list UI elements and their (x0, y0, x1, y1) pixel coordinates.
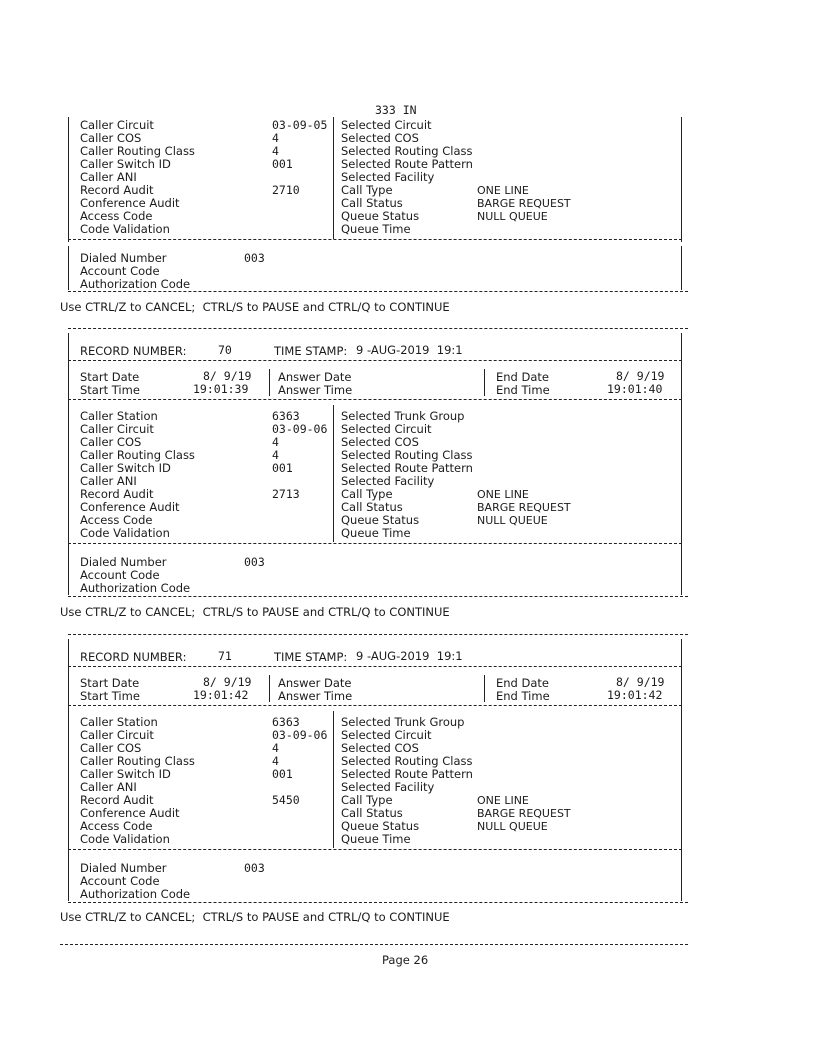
field-label: Call Status (341, 806, 403, 820)
field-label: Call Status (341, 196, 403, 210)
field-label: Caller Routing Class (80, 144, 195, 158)
field-label: Access Code (80, 513, 153, 527)
field-label: Record Audit (80, 183, 154, 197)
field-label: Call Type (341, 183, 393, 197)
field-label: Authorization Code (80, 887, 191, 901)
field-label: Account Code (80, 568, 160, 582)
divider (68, 291, 688, 292)
answer-time-label: Answer Time (278, 689, 353, 703)
column-divider (269, 369, 270, 396)
field-label: Caller Switch ID (80, 157, 171, 171)
record-number: 71 (218, 649, 232, 663)
column-divider (484, 675, 485, 702)
start-time-label: Start Time (80, 383, 140, 397)
field-label: Caller ANI (80, 780, 137, 794)
field-label: Caller Circuit (80, 422, 154, 436)
field-value: 2710 (272, 183, 300, 197)
field-label: Queue Time (341, 222, 411, 236)
field-label: Caller Circuit (80, 118, 154, 132)
field-label: Caller Routing Class (80, 448, 195, 462)
divider (68, 849, 682, 850)
start-time-label: Start Time (80, 689, 140, 703)
divider (68, 543, 682, 544)
field-value: 4 (272, 131, 279, 145)
field-value: NULL QUEUE (477, 210, 548, 223)
field-label: Queue Status (341, 819, 420, 833)
field-value: 6363 (272, 715, 300, 729)
field-value: 4 (272, 435, 279, 449)
field-label: Caller Routing Class (80, 754, 195, 768)
divider (68, 666, 682, 667)
field-value: 003 (244, 251, 265, 265)
field-value: 4 (272, 144, 279, 158)
field-label: Conference Audit (80, 500, 180, 514)
right-border (681, 333, 682, 595)
timestamp-label: TIME STAMP: (274, 650, 348, 664)
field-label: Caller Station (80, 715, 158, 729)
end-date: 8/ 9/19 (616, 675, 665, 689)
field-label: Caller Switch ID (80, 767, 171, 781)
end-time-label: End Time (496, 689, 550, 703)
field-label: Code Validation (80, 526, 170, 540)
field-label: Code Validation (80, 222, 170, 236)
field-value: BARGE REQUEST (477, 197, 571, 210)
field-label: Dialed Number (80, 555, 167, 569)
field-label: Authorization Code (80, 581, 191, 595)
field-value: 4 (272, 754, 279, 768)
field-value: 003 (244, 555, 265, 569)
field-value: 5450 (272, 793, 300, 807)
record-number-label: RECORD NUMBER: (80, 650, 187, 664)
field-value: 03-09-06 (272, 422, 328, 436)
end-date-label: End Date (496, 676, 549, 690)
field-label: Authorization Code (80, 277, 191, 291)
field-value: 2713 (272, 487, 300, 501)
field-label: Selected Facility (341, 170, 435, 184)
field-label: Caller Switch ID (80, 461, 171, 475)
start-date-label: Start Date (80, 370, 140, 384)
start-time: 19:01:39 (193, 382, 249, 396)
field-label: Account Code (80, 874, 160, 888)
selected-trunk-value: 333 IN (375, 103, 417, 117)
field-label: Queue Status (341, 209, 420, 223)
field-label: Caller COS (80, 131, 142, 145)
field-label: Dialed Number (80, 861, 167, 875)
field-label: Selected COS (341, 435, 419, 449)
right-border (681, 246, 682, 290)
divider (68, 239, 682, 240)
field-label: Selected Facility (341, 780, 435, 794)
divider (68, 634, 688, 635)
start-date: 8/ 9/19 (203, 369, 252, 383)
start-date-label: Start Date (80, 676, 140, 690)
left-border (68, 246, 69, 290)
timestamp: 9 -AUG-2019 19:1 (356, 343, 463, 357)
field-label: Queue Status (341, 513, 420, 527)
field-label: Dialed Number (80, 251, 167, 265)
field-label: Conference Audit (80, 196, 180, 210)
field-label: Selected COS (341, 741, 419, 755)
column-divider (269, 675, 270, 702)
field-label: Caller COS (80, 741, 142, 755)
field-label: Call Type (341, 793, 393, 807)
field-label: Caller ANI (80, 170, 137, 184)
column-divider (484, 369, 485, 396)
field-label: Queue Time (341, 526, 411, 540)
end-time: 19:01:42 (607, 688, 663, 702)
key-prompt: Use CTRL/Z to CANCEL; CTRL/S to PAUSE and CTRL/Q to CONTINUE (60, 910, 450, 924)
field-value: NULL QUEUE (477, 514, 548, 527)
field-label: Record Audit (80, 793, 154, 807)
field-value: 6363 (272, 409, 300, 423)
column-divider (333, 405, 334, 542)
right-border (681, 639, 682, 901)
field-label: Selected Routing Class (341, 754, 473, 768)
field-label: Selected Route Pattern (341, 157, 473, 171)
field-label: Selected Route Pattern (341, 767, 473, 781)
key-prompt: Use CTRL/Z to CANCEL; CTRL/S to PAUSE and CTRL/Q to CONTINUE (60, 605, 450, 619)
field-label: Record Audit (80, 487, 154, 501)
field-label: Selected Facility (341, 474, 435, 488)
field-label: Selected Routing Class (341, 144, 473, 158)
timestamp: 9 -AUG-2019 19:1 (356, 649, 463, 663)
column-divider (333, 711, 334, 848)
field-label: Selected Trunk Group (341, 715, 465, 729)
field-label: Call Status (341, 500, 403, 514)
left-border (68, 639, 69, 901)
field-label: Queue Time (341, 832, 411, 846)
answer-time-label: Answer Time (278, 383, 353, 397)
end-date-label: End Date (496, 370, 549, 384)
field-label: Caller Station (80, 409, 158, 423)
field-value: 001 (272, 461, 293, 475)
left-border (68, 333, 69, 595)
field-label: Selected Circuit (341, 118, 432, 132)
field-value: 03-09-06 (272, 728, 328, 742)
field-label: Selected Routing Class (341, 448, 473, 462)
field-value: 003 (244, 861, 265, 875)
start-date: 8/ 9/19 (203, 675, 252, 689)
footer-divider (60, 944, 688, 945)
field-value: 4 (272, 741, 279, 755)
field-label: Code Validation (80, 832, 170, 846)
right-border (681, 117, 682, 242)
divider (68, 705, 682, 706)
field-label: Conference Audit (80, 806, 180, 820)
divider (68, 328, 688, 329)
field-value: 001 (272, 767, 293, 781)
timestamp-label: TIME STAMP: (274, 344, 348, 358)
field-label: Access Code (80, 819, 153, 833)
field-value: NULL QUEUE (477, 820, 548, 833)
field-value: ONE LINE (477, 794, 529, 807)
field-value: ONE LINE (477, 488, 529, 501)
field-label: Selected Route Pattern (341, 461, 473, 475)
field-value: 001 (272, 157, 293, 171)
field-value: BARGE REQUEST (477, 807, 571, 820)
key-prompt: Use CTRL/Z to CANCEL; CTRL/S to PAUSE and CTRL/Q to CONTINUE (60, 300, 450, 314)
field-value: 4 (272, 448, 279, 462)
field-label: Selected COS (341, 131, 419, 145)
field-label: Selected Trunk Group (341, 409, 465, 423)
field-label: Selected Circuit (341, 422, 432, 436)
divider (68, 399, 682, 400)
answer-date-label: Answer Date (278, 676, 352, 690)
field-label: Caller COS (80, 435, 142, 449)
field-value: ONE LINE (477, 184, 529, 197)
field-label: Caller ANI (80, 474, 137, 488)
answer-date-label: Answer Date (278, 370, 352, 384)
start-time: 19:01:42 (193, 688, 249, 702)
record-number-label: RECORD NUMBER: (80, 344, 187, 358)
end-time: 19:01:40 (607, 382, 663, 396)
left-border (68, 117, 69, 242)
field-label: Caller Circuit (80, 728, 154, 742)
divider (68, 902, 688, 903)
end-time-label: End Time (496, 383, 550, 397)
record-number: 70 (218, 343, 232, 357)
field-label: Selected Circuit (341, 728, 432, 742)
field-label: Call Type (341, 487, 393, 501)
field-label: Account Code (80, 264, 160, 278)
page-number: Page 26 (382, 953, 429, 967)
end-date: 8/ 9/19 (616, 369, 665, 383)
field-value: 03-09-05 (272, 118, 328, 132)
divider (68, 360, 682, 361)
field-label: Access Code (80, 209, 153, 223)
divider (68, 596, 688, 597)
column-divider (333, 117, 334, 239)
field-value: BARGE REQUEST (477, 501, 571, 514)
